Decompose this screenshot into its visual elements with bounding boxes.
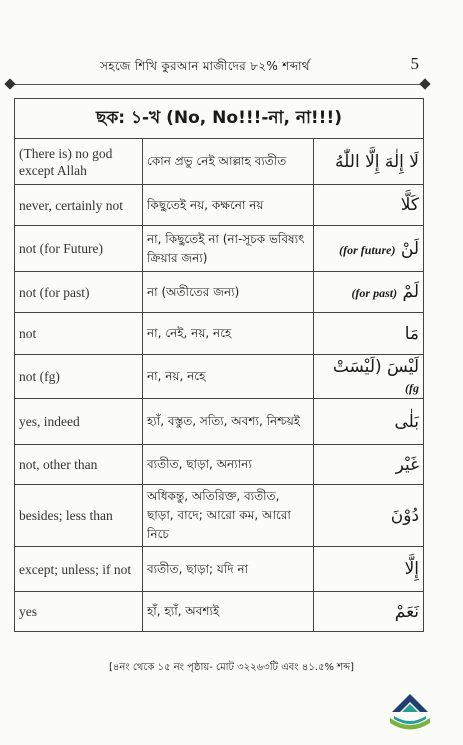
- table-row: [15, 355, 424, 399]
- bangla-meaning: ব্যতীত, ছাড়া; যদি না: [143, 547, 314, 592]
- table-row: [15, 445, 424, 485]
- arabic-text: إِلَّا: [404, 559, 420, 579]
- english-meaning: not (for past): [15, 272, 143, 313]
- arabic-word: [314, 592, 424, 632]
- bangla-meaning: না, নয়, নহে: [143, 355, 314, 399]
- arabic-text: مَا: [404, 323, 420, 344]
- english-meaning: yes: [15, 592, 143, 632]
- bangla-meaning: কিছুতেই নয়, কক্ষনো নয়: [143, 185, 314, 226]
- arabic-word: [314, 226, 424, 272]
- english-meaning: yes, indeed: [15, 399, 143, 445]
- footer-note: [৪নং থেকে ১৫ নং পৃষ্ঠায়- মোট ৩২২৬৩টি এবং ৪১.৫% শব্দ]: [108, 662, 354, 673]
- publisher-logo: [386, 692, 434, 736]
- table-row: [15, 592, 424, 632]
- english-meaning: not (for Future): [15, 226, 143, 272]
- table-row: [15, 485, 424, 547]
- arabic-text: نَعَمْ: [394, 601, 420, 622]
- arabic-text: لَنْ: [400, 238, 420, 259]
- vocabulary-table: [14, 98, 424, 632]
- page-number: 5: [410, 54, 419, 73]
- english-meaning: never, certainly not: [15, 185, 143, 226]
- arabic-word: [314, 272, 424, 313]
- header-rule: [10, 84, 425, 85]
- arabic-text: لَمْ: [402, 282, 420, 302]
- table-row: [15, 399, 424, 445]
- arabic-word: [314, 547, 424, 592]
- arabic-text: كَلَّا: [400, 195, 420, 215]
- english-meaning: not: [15, 313, 143, 355]
- bangla-meaning: ব্যতীত, ছাড়া, অন্যান্য: [143, 445, 314, 485]
- table-row: [15, 272, 424, 313]
- english-meaning: not, other than: [15, 445, 143, 485]
- arabic-word: [314, 139, 424, 185]
- bangla-meaning: অধিকন্তু, অতিরিক্ত, ব্যতীত, ছাড়া, বাদে; আরো কম, আরো নিচে: [143, 485, 314, 547]
- arabic-word: [314, 355, 424, 399]
- english-meaning: (There is) no god except Allah: [15, 139, 143, 185]
- arabic-word: [314, 485, 424, 547]
- table-row: [15, 139, 424, 185]
- table-row: [15, 185, 424, 226]
- arabic-text: لَا إِلٰهَ إِلَّا اللّٰهُ: [335, 151, 420, 172]
- header-title: সহজে শিখি কুরআন মাজীদের ৮২% শব্দার্থ: [100, 59, 310, 73]
- table-caption: ছক: ১-খ (No, No!!!-না, না!!!): [15, 99, 424, 139]
- bangla-meaning: হাঁ, হ্যাঁ, অবশ্যই: [143, 592, 314, 632]
- bangla-meaning: কোন প্রভু নেই আল্লাহ ব্যতীত: [143, 139, 314, 185]
- arabic-word: [314, 313, 424, 355]
- bangla-meaning: না (অতীতের জন্য): [143, 272, 314, 313]
- arabic-word: [314, 445, 424, 485]
- english-meaning: besides; less than: [15, 485, 143, 547]
- bangla-meaning: না, নেই, নয়, নহে: [143, 313, 314, 355]
- english-meaning: except; unless; if not: [15, 547, 143, 592]
- arabic-text: بَلٰى: [394, 411, 420, 432]
- english-meaning: not (fg): [15, 355, 143, 399]
- page-header: [0, 52, 463, 82]
- bangla-meaning: হ্যাঁ, বস্তুত, সত্যি, অবশ্য, নিশ্চয়ই: [143, 399, 314, 445]
- table-row: [15, 547, 424, 592]
- arabic-text: غَيْر: [395, 454, 420, 475]
- arabic-text: دُوْنَ: [390, 505, 420, 526]
- arabic-word: [314, 185, 424, 226]
- grammar-note: (for future): [339, 242, 396, 257]
- bangla-meaning: না, কিছুতেই না (না-সূচক ভবিষ্যৎ ক্রিয়ার জন্য): [143, 226, 314, 272]
- arabic-word: [314, 399, 424, 445]
- arabic-text: لَيْسَ (لَيْسَتْ: [332, 356, 420, 377]
- grammar-note: (fg: [405, 380, 420, 395]
- table-row: [15, 226, 424, 272]
- table-row: [15, 313, 424, 355]
- grammar-note: (for past): [351, 286, 398, 300]
